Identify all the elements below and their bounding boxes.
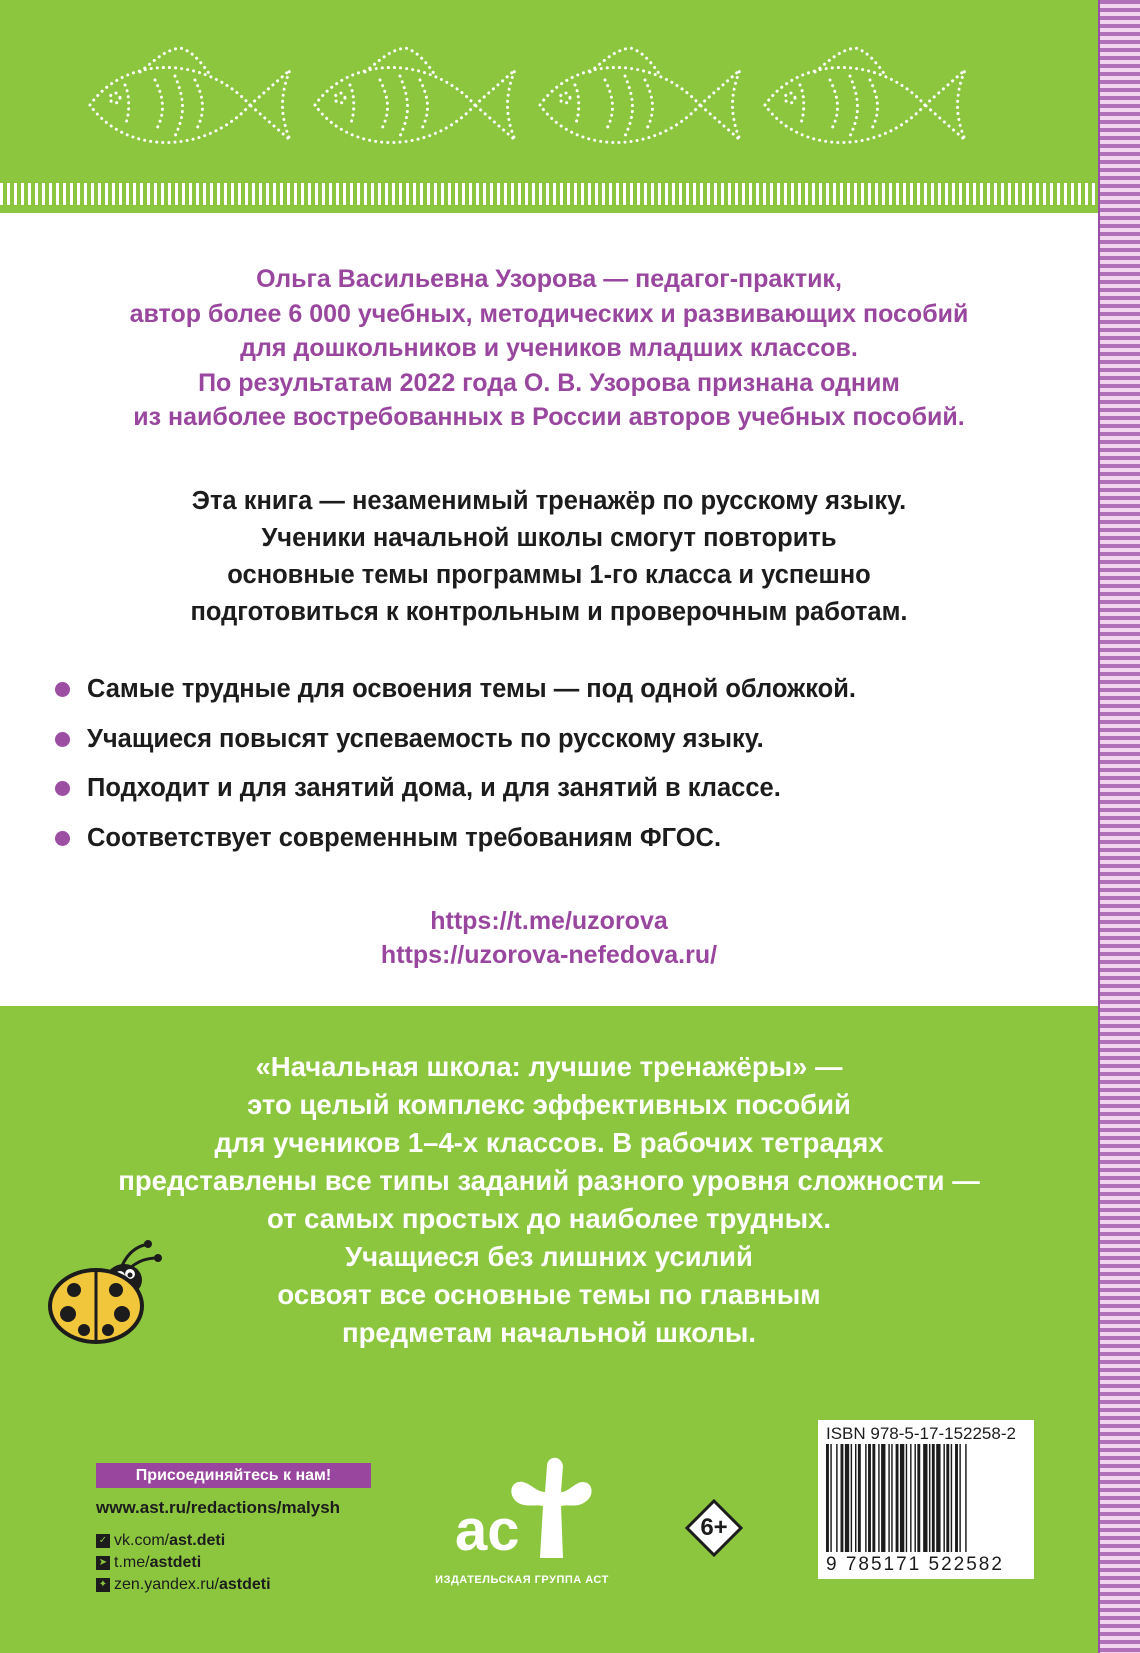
barcode-bar	[855, 1444, 856, 1552]
barcode-bar	[858, 1444, 861, 1552]
barcode-bar	[923, 1444, 927, 1552]
dotted-fish-row	[0, 40, 1098, 170]
zen-icon: ✦	[96, 1578, 110, 1592]
social-item-telegram[interactable]	[96, 1552, 271, 1574]
barcode-bar	[917, 1444, 920, 1552]
social-handle: astdeti	[218, 1576, 271, 1593]
description-line: основные темы программы 1-го класса и успешно	[227, 561, 871, 589]
social-handle: astdeti	[149, 1554, 202, 1571]
bio-line: автор более 6 000 учебных, методических и развивающих пособий	[129, 299, 969, 328]
barcode-bar	[868, 1444, 871, 1552]
barcode-bar	[830, 1444, 831, 1552]
barcode-bar	[872, 1444, 875, 1552]
barcode	[826, 1444, 1026, 1552]
barcode-bar	[932, 1444, 935, 1552]
join-us-banner: Присоединяйтесь к нам!	[96, 1463, 371, 1488]
isbn-digits: 9 785171 522582	[826, 1554, 1004, 1575]
barcode-bar	[865, 1444, 866, 1552]
ladybug-icon	[44, 1238, 164, 1348]
barcode-bar	[955, 1444, 958, 1552]
bullet-dot-icon	[55, 682, 70, 697]
feature-text: Подходит и для занятий дома, и для занятий в классе.	[87, 774, 781, 802]
fish-outline-2	[315, 48, 515, 143]
bio-line: По результатам 2022 года О. В. Узорова признана одним	[198, 368, 900, 397]
ast-logo-text: ac	[455, 1498, 520, 1563]
publisher-name: ИЗДАТЕЛЬСКАЯ ГРУППА АСТ	[435, 1574, 609, 1586]
website-link[interactable]: https://uzorova-nefedova.ru/	[380, 941, 718, 969]
social-handle: ast.deti	[169, 1532, 226, 1549]
barcode-bar	[929, 1444, 930, 1552]
fish-outline-4	[765, 48, 965, 143]
barcode-bar	[900, 1444, 904, 1552]
barcode-bar	[914, 1444, 915, 1552]
bio-line: из наиболее востребованных в России авторов учебных пособий.	[133, 403, 965, 431]
feature-text: Учащиеся повысят успеваемость по русскому языку.	[87, 724, 764, 753]
social-prefix: t.me/	[114, 1554, 150, 1571]
barcode-bar	[946, 1444, 949, 1552]
series-line: Учащиеся без лишних усилий	[345, 1241, 753, 1272]
description-line: подготовиться к контрольным и проверочным работам.	[190, 598, 908, 626]
social-prefix: vk.com/	[114, 1532, 170, 1549]
telegram-icon: ➤	[96, 1556, 110, 1570]
barcode-bar	[943, 1444, 944, 1552]
age-rating: 6+	[700, 1514, 728, 1541]
barcode-bar	[936, 1444, 940, 1552]
vk-icon: ✓	[96, 1534, 110, 1548]
series-line: освоят все основные темы по главным	[277, 1279, 821, 1310]
series-line: предметам начальной школы.	[341, 1317, 757, 1348]
striped-spine	[1100, 0, 1140, 1653]
feature-item	[55, 771, 1085, 821]
isbn-label: ISBN 978-5-17-152258-2	[826, 1424, 1016, 1443]
feature-item	[55, 672, 1085, 722]
description-line: Ученики начальной школы смогут повторить	[261, 524, 837, 552]
bottom-green-band	[0, 1006, 1098, 1653]
white-stripe-border	[0, 183, 1098, 205]
publisher-site-link[interactable]: www.ast.ru/redactions/malysh	[96, 1498, 341, 1517]
isbn-barcode-box	[818, 1420, 1034, 1579]
social-item-vk[interactable]	[96, 1530, 271, 1552]
bullet-dot-icon	[55, 781, 70, 796]
author-links	[0, 904, 1098, 972]
barcode-bar	[826, 1444, 829, 1552]
barcode-bar	[836, 1444, 837, 1552]
barcode-bar	[959, 1444, 960, 1552]
feature-text: Самые трудные для освоения темы — под одной обложкой.	[87, 675, 856, 703]
barcode-bar	[881, 1444, 885, 1552]
fish-outline-1	[90, 48, 290, 143]
bullet-dot-icon	[55, 732, 70, 747]
ast-logo	[445, 1446, 595, 1566]
barcode-bar	[951, 1444, 952, 1552]
series-line: от самых простых до наиболее трудных.	[266, 1203, 832, 1234]
barcode-bar	[910, 1444, 911, 1552]
barcode-bar	[845, 1444, 849, 1552]
barcode-bar	[906, 1444, 907, 1552]
bullet-dot-icon	[55, 831, 70, 846]
barcode-bar	[841, 1444, 844, 1552]
top-green-band	[0, 0, 1098, 213]
series-description	[0, 1048, 1098, 1352]
barcode-bar	[965, 1444, 966, 1552]
barcode-bar	[878, 1444, 879, 1552]
telegram-link[interactable]: https://t.me/uzorova	[430, 907, 668, 935]
bio-line: Ольга Васильевна Узорова — педагог-практик,	[256, 265, 842, 293]
barcode-bar	[888, 1444, 889, 1552]
social-prefix: zen.yandex.ru/	[114, 1576, 219, 1593]
barcode-bar	[896, 1444, 899, 1552]
series-line: «Начальная школа: лучшие тренажёры» —	[255, 1051, 843, 1082]
social-links	[96, 1530, 271, 1596]
book-description	[0, 483, 1098, 631]
feature-text: Соответствует современным требованиям ФГОС.	[87, 823, 722, 852]
series-line: это целый комплекс эффективных пособий	[247, 1089, 851, 1120]
description-line: Эта книга — незаменимый тренажёр по русскому языку.	[191, 487, 907, 515]
bio-line: для дошкольников и учеников младших классов.	[240, 334, 858, 362]
series-line: представлены все типы заданий разного уровня сложности —	[118, 1165, 980, 1196]
social-item-zen[interactable]	[96, 1574, 271, 1596]
series-line: для учеников 1–4-х классов. В рабочих тетрадях	[214, 1127, 884, 1158]
barcode-bar	[891, 1444, 892, 1552]
feature-item	[55, 722, 1085, 772]
barcode-bar	[851, 1444, 852, 1552]
feature-item	[55, 821, 1085, 871]
fish-outline-3	[540, 48, 740, 143]
author-bio	[0, 262, 1098, 435]
feature-list	[55, 672, 1085, 870]
